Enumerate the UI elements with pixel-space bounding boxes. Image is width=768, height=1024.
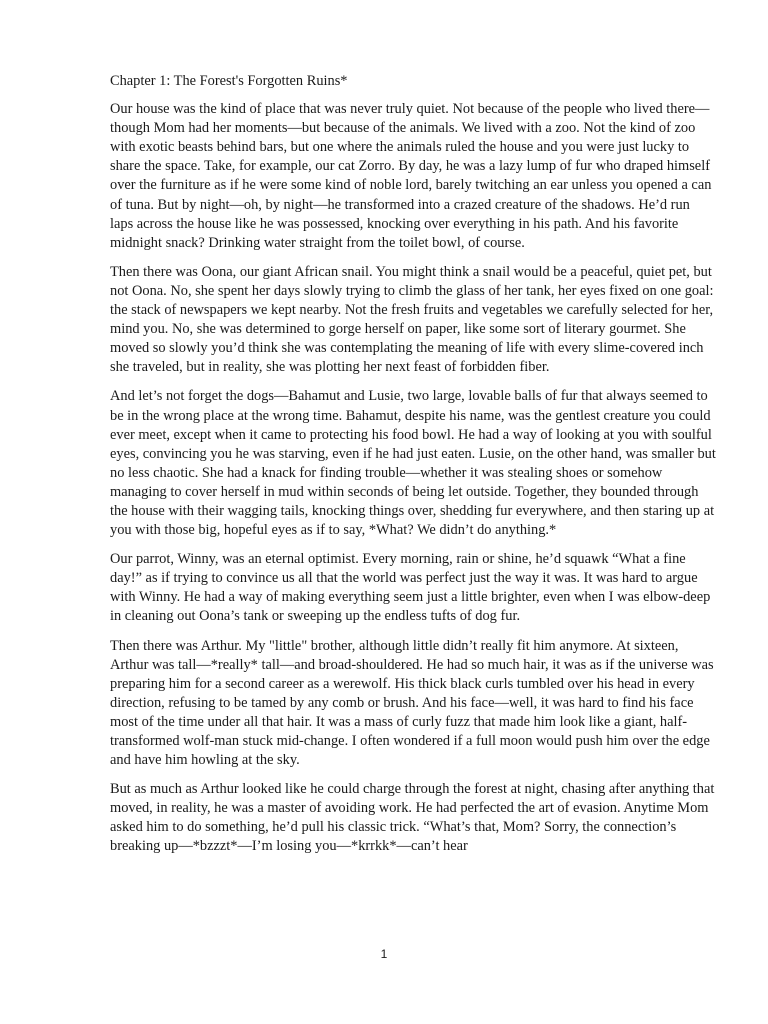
page-body [110, 72, 716, 867]
paragraph: Then there was Oona, our giant African snail. You might think a snail would be a peaceful, quiet pet, but not Oona. No, she spent her days slowly trying to climb the glass of her tank, her eyes fixed on one goal: the stack of newspapers we kept nearby. Not the fresh fruits and vegetables we carefully selected for her, mind you. No, she was determined to gorge herself on paper, like some sort of literary gourmet. She moved so slowly you’d think she was contemplating the meaning of life with every slime-covered inch she traveled, but in reality, she was plotting her next feast of forbidden fiber. [110, 263, 714, 376]
paragraph: Then there was Arthur. My "little" brother, although little didn’t really fit him anymore. At sixteen, Arthur was tall—*really* tall—and broad-shouldered. He had so much hair, it was as if the universe was preparing him for a second career as a werewolf. His thick black curls tumbled over his head in every direction, refusing to be tamed by any comb or brush. And his face—well, it was hard to find his face most of the time under all that hair. It was a mass of curly fuzz that made him look like a giant, half-transformed wolf-man stuck mid-change. I often wondered if a full moon would push him over the edge and have him howling at the sky. [110, 637, 714, 769]
paragraph: But as much as Arthur looked like he could charge through the forest at night, chasing after anything that moved, in reality, he was a master of avoiding work. He had perfected the art of evasion. Anytime Mom asked him to do something, he’d pull his classic trick. “What’s that, Mom? Sorry, the connection’s breaking up—*bzzzt*—I’m losing you—*krrkk*—can’t hear [110, 781, 715, 855]
paragraph: Our parrot, Winny, was an eternal optimist. Every morning, rain or shine, he’d squawk “What a fine day!” as if trying to convince us all that the world was perfect just the way it was. It was hard to argue with Winny. He had a way of making everything seem just a little brighter, even when I was elbow-deep in cleaning out Oona’s tank or sweeping up the endless tufts of dog fur. [110, 551, 711, 625]
paragraph: And let’s not forget the dogs—Bahamut and Lusie, two large, lovable balls of fur that always seemed to be in the wrong place at the wrong time. Bahamut, despite his name, was the gentlest creature you could ever meet, except when it came to protecting his food bowl. He had a way of looking at you with soulful eyes, convincing you he was starving, even if he had just eaten. Lusie, on the other hand, was smaller but no less chaotic. She had a knack for finding trouble—whether it was stealing shoes or somehow managing to cover herself in mud within seconds of being let outside. Together, they bounded through the house with their wagging tails, knocking things over, shedding fur everywhere, and then staring up at you with those big, hopeful eyes as if to say, *What? We didn’t do anything.* [110, 388, 716, 539]
page-number: 1 [380, 947, 388, 961]
chapter-title: Chapter 1: The Forest's Forgotten Ruins* [110, 73, 348, 89]
paragraph: Our house was the kind of place that was never truly quiet. Not because of the people who lived there—though Mom had her moments—but because of the animals. We lived with a zoo. Not the kind of zoo with exotic beasts behind bars, but one where the animals ruled the house and you were just lucky to share the space. Take, for example, our cat Zorro. By day, he was a lazy lump of fur who draped himself over the furniture as if he were some kind of noble lord, barely twitching an ear unless you opened a can of tuna. But by night—oh, by night—he transformed into a crazed creature of the shadows. He’d run laps across the house like he was possessed, knocking over everything in his path. And his favorite midnight snack? Drinking water straight from the toilet bowl, of course. [110, 101, 712, 251]
